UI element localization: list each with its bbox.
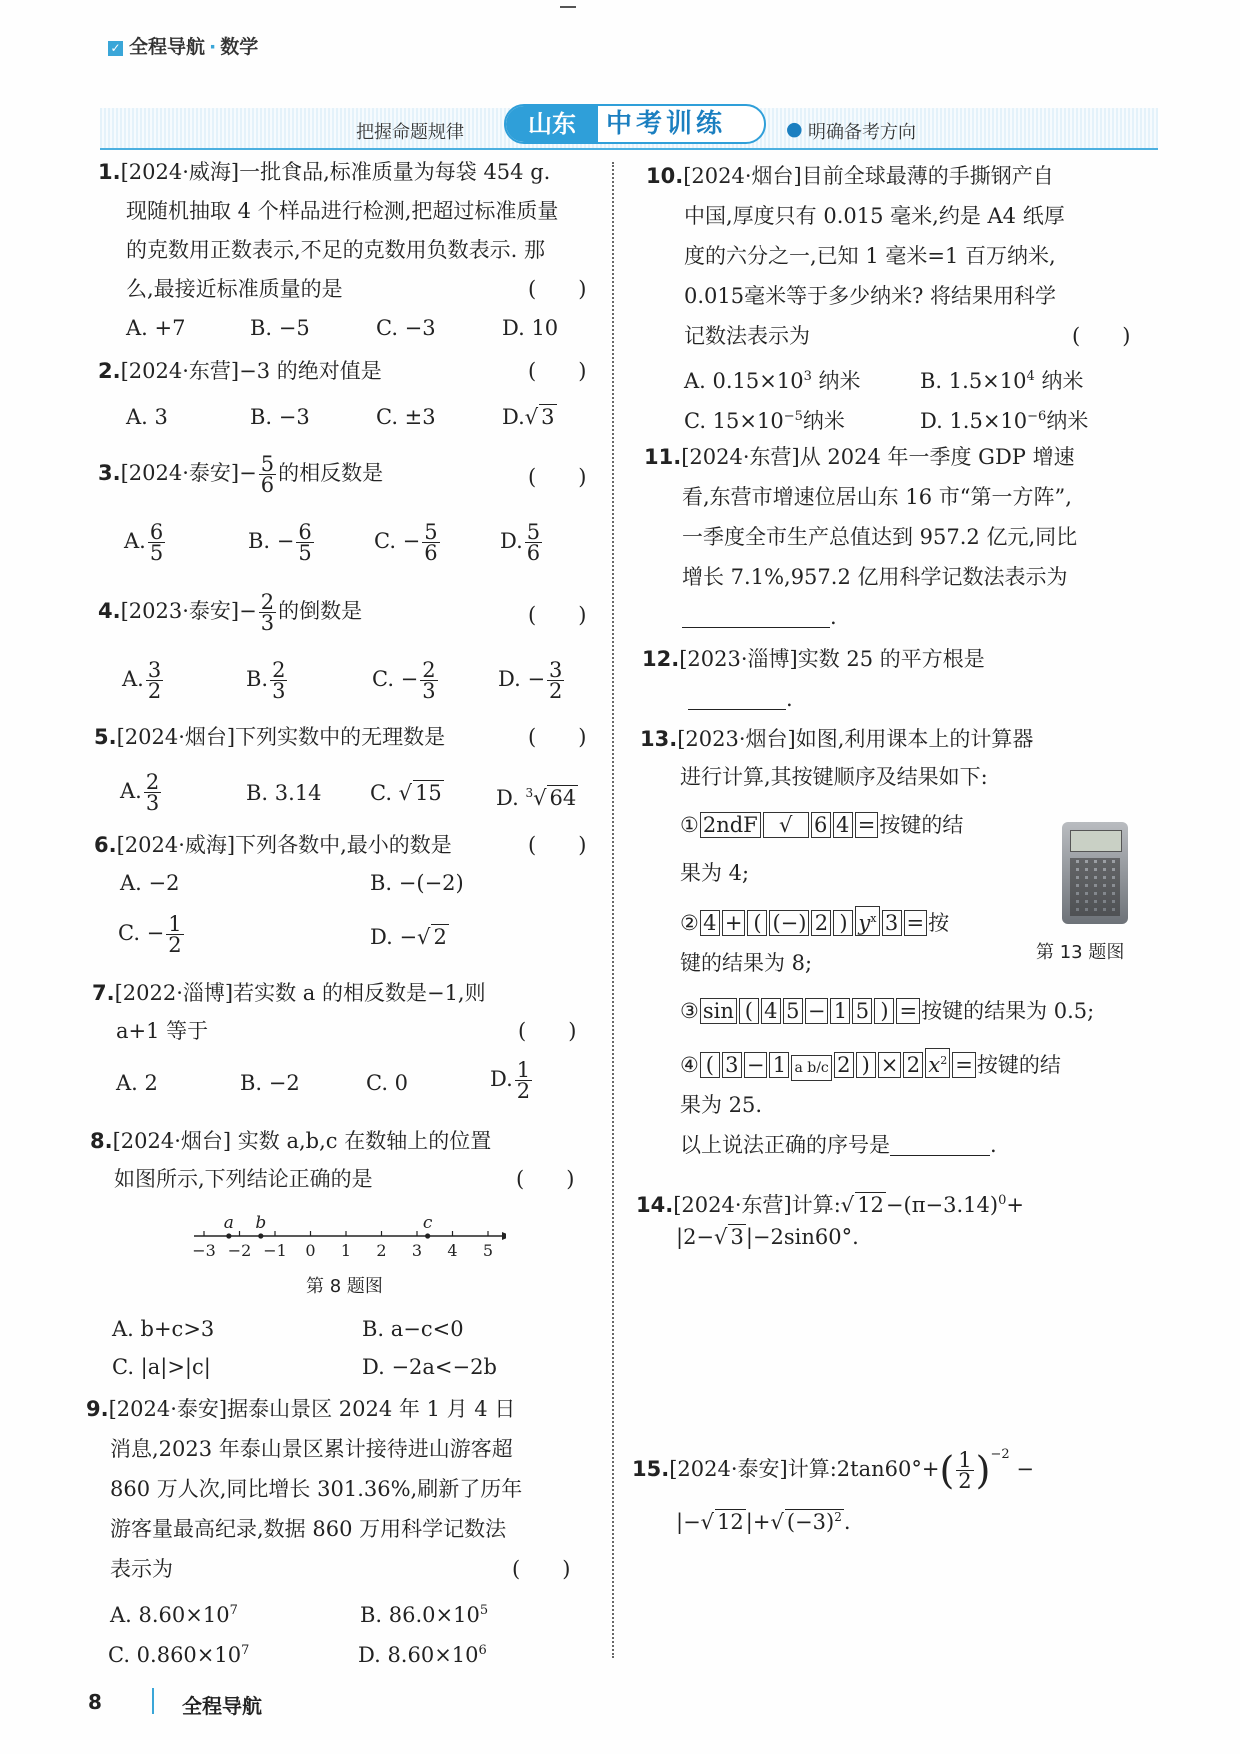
- q2-option-b: B. −3: [250, 405, 310, 429]
- q1-option-d: D. 10: [502, 316, 559, 340]
- q10-line2: 中国,厚度只有 0.015 毫米,约是 A4 纸厚: [684, 204, 1065, 228]
- tick-label: 5: [482, 1241, 494, 1260]
- point-a: [226, 1233, 231, 1238]
- point-label-b: b: [255, 1213, 267, 1233]
- q11-line4: 增长 7.1%,957.2 亿用科学记数法表示为: [682, 565, 1068, 589]
- q3-option-a: A. $\frac{6}{5}$: [124, 520, 164, 565]
- calculator-image: [1062, 822, 1128, 924]
- q11-line1: 11.[2024·东营]从 2024 年一季度 GDP 增速: [644, 445, 1075, 469]
- q8-caption: 第 8 题图: [306, 1276, 383, 1297]
- q13-step4: ④ ( 3 − 1 a b/c 2 ) × 2 $x^2$ = 按键的结: [680, 1048, 1061, 1081]
- q8-option-b: B. a−c<0: [362, 1317, 464, 1341]
- tick-label: 0: [305, 1241, 316, 1260]
- banner-pill: 山东 中考训练: [504, 104, 766, 144]
- q10-line5: 记数法表示为: [684, 324, 810, 348]
- tick-label: 3: [411, 1241, 423, 1260]
- tick-label: −3: [192, 1241, 216, 1260]
- footer-brand: 全程导航: [182, 1694, 262, 1718]
- q13-conclusion: 以上说法正确的序号是 .: [680, 1133, 997, 1157]
- q1-line3: 的克数用正数表示,不足的克数用负数表示. 那: [126, 238, 546, 262]
- q10-option-d: D. $1.5\times 10^{-6}$纳米: [920, 409, 1089, 433]
- q13-step1: ① 2ndF √ 6 4 = 按键的结: [680, 813, 964, 837]
- q12-line1: 12.[2023·淄博]实数 25 的平方根是: [642, 647, 985, 671]
- q2-option-a: A. 3: [126, 405, 168, 429]
- tick-label: 4: [447, 1241, 458, 1260]
- q7-option-d: D. $\frac{1}{2}$: [490, 1058, 531, 1103]
- q5-option-c: C. √ 15: [370, 781, 442, 805]
- q9-line3: 860 万人次,同比增长 301.36%,刷新了历年: [110, 1477, 523, 1501]
- q10-line3: 度的六分之一,已知 1 毫米=1 百万纳米,: [684, 244, 1056, 268]
- q13-caption: 第 13 题图: [1036, 942, 1125, 963]
- q15-line2: |−√ 12|+√ $(-3)^2$.: [676, 1510, 851, 1534]
- key-sqrt-icon: √: [763, 812, 809, 838]
- q1-line2: 现随机抽取 4 个样品进行检测,把超过标准质量: [126, 199, 559, 223]
- q5-option-b: B. 3.14: [246, 781, 322, 805]
- q1-line4: 么,最接近标准质量的是: [126, 277, 343, 301]
- checkbox-icon: ✓: [108, 41, 123, 56]
- q11-line3: 一季度全市生产总值达到 957.2 亿元,同比: [682, 525, 1078, 549]
- q12-answer-blank: .: [688, 684, 793, 714]
- answer-paren: ( ): [528, 465, 587, 489]
- q9-line5: 表示为: [110, 1557, 173, 1581]
- q10-line4: 0.015毫米等于多少纳米? 将结果用科学: [684, 284, 1057, 308]
- q13-step4-result: 果为 25.: [680, 1093, 763, 1117]
- q3-option-b: B. − $\frac{6}{5}$: [248, 520, 312, 565]
- answer-paren: ( ): [518, 1019, 577, 1043]
- q10-option-c: C. $15\times 10^{-5}$纳米: [684, 409, 845, 433]
- q11-line2: 看,东营市增速位居山东 16 市“第一方阵”,: [682, 485, 1072, 509]
- tick-label: 2: [376, 1241, 387, 1260]
- q1-option-c: C. −3: [376, 316, 436, 340]
- section-banner: 把握命题规律 山东 中考训练 ● 明确备考方向: [100, 108, 1158, 150]
- q8-option-d: D. −2a<−2b: [362, 1355, 497, 1379]
- q7-option-c: C. 0: [366, 1071, 409, 1095]
- point-b: [258, 1233, 263, 1238]
- q5-stem: 5.[2024·烟台]下列实数中的无理数是: [94, 725, 446, 749]
- q14-line2: |2−√ 3|−2sin60°.: [676, 1225, 859, 1249]
- answer-paren: ( ): [528, 725, 587, 749]
- column-divider: [612, 162, 614, 1658]
- q11-answer-blank: .: [682, 602, 837, 632]
- q5-option-d: D. $^3$√ 64: [496, 786, 577, 810]
- q15-line1: 15.[2024·泰安]计算:2tan60°+( $\frac{1}{2}$ )$^{-2}$ −: [632, 1447, 1034, 1493]
- key-2ndf: 2ndF: [700, 812, 761, 838]
- tick-label: 1: [340, 1241, 352, 1260]
- q7-option-b: B. −2: [240, 1071, 300, 1095]
- q9-line2: 消息,2023 年泰山景区累计接待进山游客超: [110, 1437, 513, 1461]
- q6-option-b: B. −(−2): [370, 871, 464, 895]
- q13-line1: 13.[2023·烟台]如图,利用课本上的计算器: [640, 727, 1034, 751]
- q10-line1: 10.[2024·烟台]目前全球最薄的手撕钢产自: [646, 164, 1054, 188]
- tick-label: −1: [263, 1241, 287, 1260]
- q7-option-a: A. 2: [116, 1071, 158, 1095]
- q3-option-d: D. $\frac{5}{6}$: [500, 520, 541, 565]
- q1-option-b: B. −5: [250, 316, 310, 340]
- answer-paren: ( ): [528, 277, 587, 301]
- footer-divider: [152, 1688, 154, 1714]
- q10-option-a: A. $0.15\times 10^3$ 纳米: [684, 369, 861, 393]
- q9-option-c: C. $0.860\times 10^7$: [108, 1643, 250, 1667]
- q8-option-c: C. |a|>|c|: [112, 1355, 211, 1379]
- q2-option-d: D.√ 3: [502, 405, 555, 429]
- answer-paren: ( ): [528, 603, 587, 627]
- q13-step1-result: 果为 4;: [680, 861, 750, 885]
- q13-step2-result: 键的结果为 8;: [680, 951, 813, 975]
- q7-line2: a+1 等于: [116, 1019, 209, 1043]
- page-number: 8: [88, 1690, 102, 1714]
- answer-paren: ( ): [528, 833, 587, 857]
- q13-step3: ③ sin ( 4 5 − 1 5 ) = 按键的结果为 0.5;: [680, 999, 1095, 1023]
- point-label-a: a: [223, 1213, 234, 1233]
- q13-line2: 进行计算,其按键顺序及结果如下:: [680, 765, 988, 789]
- q4-option-b: B. $\frac{2}{3}$: [246, 658, 286, 703]
- answer-paren: ( ): [528, 359, 587, 383]
- q10-option-b: B. $1.5\times 10^4$ 纳米: [920, 369, 1084, 393]
- top-mark: [560, 6, 576, 8]
- q2-option-c: C. ±3: [376, 405, 436, 429]
- q4-stem: 4.[2023·泰安]− $\frac{2}{3}$ 的倒数是: [98, 590, 363, 635]
- tick-label: −2: [227, 1241, 252, 1260]
- q4-option-a: A. $\frac{3}{2}$: [122, 658, 162, 703]
- q8-option-a: A. b+c>3: [112, 1317, 215, 1341]
- q4-option-c: C. − $\frac{2}{3}$: [372, 658, 436, 703]
- answer-paren: ( ): [516, 1167, 575, 1191]
- point-label-c: c: [422, 1213, 433, 1233]
- answer-paren: ( ): [1072, 324, 1131, 348]
- q9-line1: 9.[2024·泰安]据泰山景区 2024 年 1 月 4 日: [86, 1397, 516, 1421]
- header-brand: ✓ 全程导航 · 数学: [108, 32, 258, 59]
- q8-line1: 8.[2024·烟台] 实数 a,b,c 在数轴上的位置: [90, 1129, 492, 1153]
- answer-paren: ( ): [512, 1557, 571, 1581]
- q9-line4: 游客量最高纪录,数据 860 万用科学记数法: [110, 1517, 507, 1541]
- bullet-icon: ●: [786, 118, 803, 140]
- q8-line2: 如图所示,下列结论正确的是: [114, 1167, 373, 1191]
- q3-option-c: C. − $\frac{5}{6}$: [374, 520, 438, 565]
- q1-line1: 1.[2024·威海]一批食品,标准质量为每袋 454 g.: [98, 160, 551, 184]
- q9-option-a: A. $8.60\times 10^7$: [110, 1603, 238, 1627]
- q7-line1: 7.[2022·淄博]若实数 a 的相反数是−1,则: [92, 981, 486, 1005]
- q4-option-d: D. − $\frac{3}{2}$: [498, 658, 563, 703]
- q6-option-a: A. −2: [120, 871, 180, 895]
- q8-number-line: [186, 1206, 506, 1266]
- q14-line1: 14.[2024·东营]计算:√ $12-(\pi-3.14)^0+$: [636, 1193, 1024, 1217]
- q2-stem: 2.[2024·东营]−3 的绝对值是: [98, 359, 382, 383]
- axis-arrow-icon: [502, 1232, 506, 1240]
- q13-step2: ② 4 + ( (−) 2 ) $y^x$ 3 = 按: [680, 906, 949, 938]
- q6-stem: 6.[2024·威海]下列各数中,最小的数是: [94, 833, 452, 857]
- q9-option-d: D. $8.60\times 10^6$: [358, 1643, 487, 1667]
- point-c: [425, 1233, 430, 1238]
- q3-stem: 3.[2024·泰安]− $\frac{5}{6}$ 的相反数是: [98, 452, 384, 497]
- q6-option-d: D. −√ 2: [370, 925, 447, 949]
- q5-option-a: A. $\frac{2}{3}$: [120, 770, 160, 815]
- q9-option-b: B. $86.0\times 10^5$: [360, 1603, 489, 1627]
- q1-option-a: A. +7: [126, 316, 186, 340]
- q6-option-c: C. − $\frac{1}{2}$: [118, 912, 182, 957]
